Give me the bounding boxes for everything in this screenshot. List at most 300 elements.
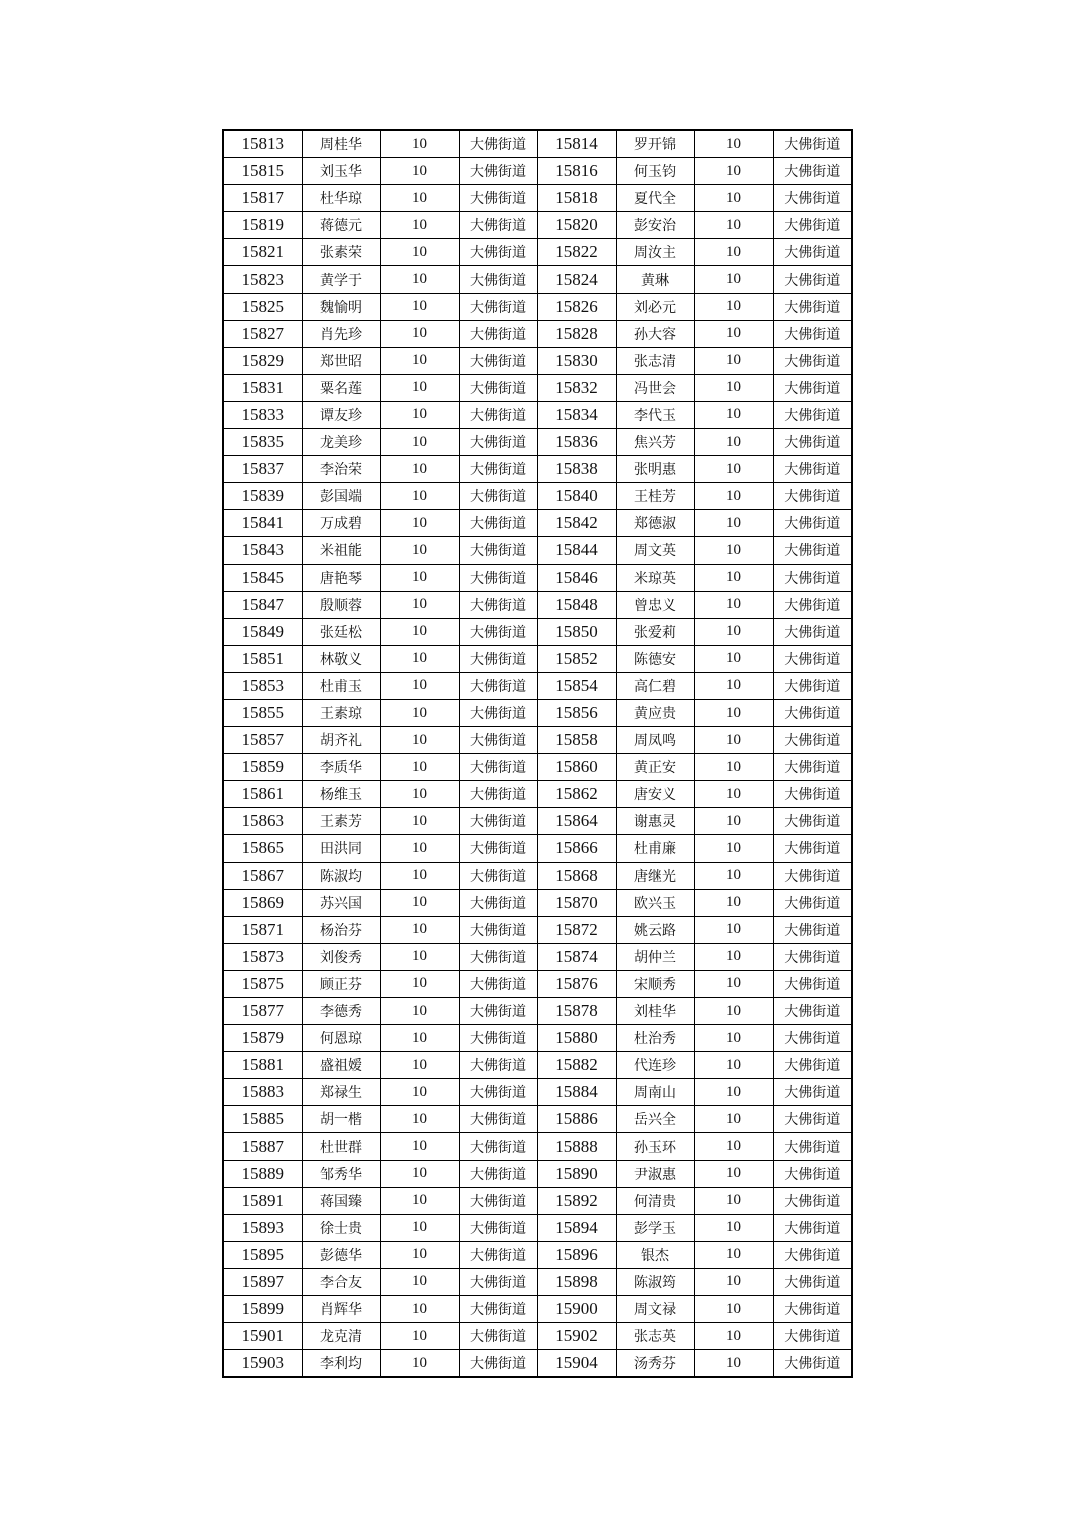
right-record-number-cell: 15816: [537, 158, 616, 185]
table-row: [223, 239, 852, 266]
right-person-name-cell: 孙玉环: [616, 1133, 694, 1160]
right-amount-cell: 10: [694, 943, 773, 970]
left-street-name-cell: 大佛街道: [459, 1052, 537, 1079]
right-person-name-cell: 周汝主: [616, 239, 694, 266]
left-person-name-cell: 张廷松: [302, 618, 380, 645]
table-row: [223, 401, 852, 428]
right-person-name-cell: 银杰: [616, 1241, 694, 1268]
right-record-number-cell: 15846: [537, 564, 616, 591]
right-record-number-cell: 15904: [537, 1350, 616, 1378]
right-person-name-cell: 杜甫廉: [616, 835, 694, 862]
right-person-name-cell: 郑德淑: [616, 510, 694, 537]
left-record-number-cell: 15889: [223, 1160, 302, 1187]
table-row: [223, 808, 852, 835]
roster-table: [222, 129, 853, 1378]
left-amount-cell: 10: [380, 239, 459, 266]
right-amount-cell: 10: [694, 618, 773, 645]
left-amount-cell: 10: [380, 374, 459, 401]
right-record-number-cell: 15818: [537, 185, 616, 212]
table-row: [223, 1268, 852, 1295]
right-street-name-cell: 大佛街道: [773, 293, 852, 320]
left-street-name-cell: 大佛街道: [459, 1133, 537, 1160]
left-street-name-cell: 大佛街道: [459, 401, 537, 428]
right-amount-cell: 10: [694, 754, 773, 781]
left-street-name-cell: 大佛街道: [459, 510, 537, 537]
left-street-name-cell: 大佛街道: [459, 1241, 537, 1268]
right-amount-cell: 10: [694, 672, 773, 699]
left-person-name-cell: 杨维玉: [302, 781, 380, 808]
left-record-number-cell: 15871: [223, 916, 302, 943]
right-amount-cell: 10: [694, 537, 773, 564]
left-person-name-cell: 李德秀: [302, 998, 380, 1025]
left-person-name-cell: 杜华琼: [302, 185, 380, 212]
table-row: [223, 1079, 852, 1106]
right-person-name-cell: 张明惠: [616, 456, 694, 483]
right-amount-cell: 10: [694, 889, 773, 916]
left-street-name-cell: 大佛街道: [459, 429, 537, 456]
right-street-name-cell: 大佛街道: [773, 781, 852, 808]
left-person-name-cell: 殷顺蓉: [302, 591, 380, 618]
table-row: [223, 1241, 852, 1268]
left-person-name-cell: 李质华: [302, 754, 380, 781]
right-person-name-cell: 孙大容: [616, 320, 694, 347]
table-row: [223, 943, 852, 970]
left-record-number-cell: 15891: [223, 1187, 302, 1214]
left-amount-cell: 10: [380, 916, 459, 943]
right-record-number-cell: 15858: [537, 727, 616, 754]
left-record-number-cell: 15885: [223, 1106, 302, 1133]
left-amount-cell: 10: [380, 591, 459, 618]
left-street-name-cell: 大佛街道: [459, 158, 537, 185]
left-street-name-cell: 大佛街道: [459, 483, 537, 510]
table-row: [223, 130, 852, 158]
right-amount-cell: 10: [694, 1241, 773, 1268]
right-street-name-cell: 大佛街道: [773, 1241, 852, 1268]
right-amount-cell: 10: [694, 564, 773, 591]
right-street-name-cell: 大佛街道: [773, 1160, 852, 1187]
left-record-number-cell: 15897: [223, 1268, 302, 1295]
left-person-name-cell: 唐艳琴: [302, 564, 380, 591]
right-person-name-cell: 周凤鸣: [616, 727, 694, 754]
right-person-name-cell: 米琼英: [616, 564, 694, 591]
left-record-number-cell: 15899: [223, 1296, 302, 1323]
right-record-number-cell: 15856: [537, 699, 616, 726]
table-row: [223, 727, 852, 754]
left-amount-cell: 10: [380, 212, 459, 239]
right-person-name-cell: 周文禄: [616, 1296, 694, 1323]
right-amount-cell: 10: [694, 1052, 773, 1079]
table-row: [223, 1187, 852, 1214]
right-person-name-cell: 黄琳: [616, 266, 694, 293]
table-row: [223, 970, 852, 997]
left-person-name-cell: 刘俊秀: [302, 943, 380, 970]
right-street-name-cell: 大佛街道: [773, 266, 852, 293]
right-person-name-cell: 唐安义: [616, 781, 694, 808]
right-amount-cell: 10: [694, 970, 773, 997]
left-person-name-cell: 李合友: [302, 1268, 380, 1295]
left-record-number-cell: 15887: [223, 1133, 302, 1160]
table-row: [223, 1160, 852, 1187]
right-record-number-cell: 15826: [537, 293, 616, 320]
right-street-name-cell: 大佛街道: [773, 618, 852, 645]
left-person-name-cell: 李治荣: [302, 456, 380, 483]
right-record-number-cell: 15870: [537, 889, 616, 916]
right-street-name-cell: 大佛街道: [773, 1025, 852, 1052]
right-record-number-cell: 15822: [537, 239, 616, 266]
right-record-number-cell: 15834: [537, 401, 616, 428]
right-record-number-cell: 15860: [537, 754, 616, 781]
table-row: [223, 537, 852, 564]
right-street-name-cell: 大佛街道: [773, 591, 852, 618]
right-person-name-cell: 夏代全: [616, 185, 694, 212]
left-amount-cell: 10: [380, 618, 459, 645]
right-person-name-cell: 代连珍: [616, 1052, 694, 1079]
right-person-name-cell: 张志清: [616, 347, 694, 374]
right-record-number-cell: 15854: [537, 672, 616, 699]
left-street-name-cell: 大佛街道: [459, 862, 537, 889]
table-row: [223, 293, 852, 320]
right-record-number-cell: 15878: [537, 998, 616, 1025]
table-row: [223, 1296, 852, 1323]
table-row: [223, 374, 852, 401]
table-row: [223, 212, 852, 239]
right-street-name-cell: 大佛街道: [773, 1106, 852, 1133]
left-amount-cell: 10: [380, 1241, 459, 1268]
left-record-number-cell: 15839: [223, 483, 302, 510]
left-record-number-cell: 15835: [223, 429, 302, 456]
left-record-number-cell: 15865: [223, 835, 302, 862]
right-street-name-cell: 大佛街道: [773, 970, 852, 997]
right-amount-cell: 10: [694, 1106, 773, 1133]
right-street-name-cell: 大佛街道: [773, 239, 852, 266]
left-street-name-cell: 大佛街道: [459, 1187, 537, 1214]
table-row: [223, 618, 852, 645]
right-record-number-cell: 15836: [537, 429, 616, 456]
right-amount-cell: 10: [694, 699, 773, 726]
right-street-name-cell: 大佛街道: [773, 130, 852, 158]
left-person-name-cell: 邹秀华: [302, 1160, 380, 1187]
left-record-number-cell: 15903: [223, 1350, 302, 1378]
right-amount-cell: 10: [694, 835, 773, 862]
left-person-name-cell: 谭友珍: [302, 401, 380, 428]
right-street-name-cell: 大佛街道: [773, 537, 852, 564]
left-amount-cell: 10: [380, 1296, 459, 1323]
right-person-name-cell: 刘桂华: [616, 998, 694, 1025]
table-row: [223, 1350, 852, 1378]
right-amount-cell: 10: [694, 862, 773, 889]
left-record-number-cell: 15877: [223, 998, 302, 1025]
right-amount-cell: 10: [694, 483, 773, 510]
table-row: [223, 1214, 852, 1241]
right-street-name-cell: 大佛街道: [773, 862, 852, 889]
right-street-name-cell: 大佛街道: [773, 374, 852, 401]
left-amount-cell: 10: [380, 429, 459, 456]
table-row: [223, 266, 852, 293]
left-amount-cell: 10: [380, 943, 459, 970]
right-street-name-cell: 大佛街道: [773, 1187, 852, 1214]
left-amount-cell: 10: [380, 1052, 459, 1079]
left-record-number-cell: 15831: [223, 374, 302, 401]
right-record-number-cell: 15900: [537, 1296, 616, 1323]
right-amount-cell: 10: [694, 781, 773, 808]
right-person-name-cell: 唐继光: [616, 862, 694, 889]
right-street-name-cell: 大佛街道: [773, 943, 852, 970]
left-person-name-cell: 胡齐礼: [302, 727, 380, 754]
left-amount-cell: 10: [380, 537, 459, 564]
left-record-number-cell: 15813: [223, 130, 302, 158]
left-record-number-cell: 15833: [223, 401, 302, 428]
right-record-number-cell: 15880: [537, 1025, 616, 1052]
right-amount-cell: 10: [694, 374, 773, 401]
table-row: [223, 158, 852, 185]
table-row: [223, 672, 852, 699]
right-record-number-cell: 15830: [537, 347, 616, 374]
table-row: [223, 1106, 852, 1133]
right-record-number-cell: 15884: [537, 1079, 616, 1106]
left-amount-cell: 10: [380, 1350, 459, 1378]
left-amount-cell: 10: [380, 889, 459, 916]
right-record-number-cell: 15850: [537, 618, 616, 645]
table-row: [223, 781, 852, 808]
left-person-name-cell: 肖辉华: [302, 1296, 380, 1323]
right-record-number-cell: 15814: [537, 130, 616, 158]
right-amount-cell: 10: [694, 510, 773, 537]
right-person-name-cell: 岳兴全: [616, 1106, 694, 1133]
left-person-name-cell: 龙美珍: [302, 429, 380, 456]
right-record-number-cell: 15890: [537, 1160, 616, 1187]
right-street-name-cell: 大佛街道: [773, 564, 852, 591]
right-record-number-cell: 15882: [537, 1052, 616, 1079]
right-record-number-cell: 15888: [537, 1133, 616, 1160]
left-street-name-cell: 大佛街道: [459, 374, 537, 401]
right-record-number-cell: 15840: [537, 483, 616, 510]
table-row: [223, 998, 852, 1025]
left-street-name-cell: 大佛街道: [459, 916, 537, 943]
right-street-name-cell: 大佛街道: [773, 510, 852, 537]
right-street-name-cell: 大佛街道: [773, 645, 852, 672]
left-record-number-cell: 15845: [223, 564, 302, 591]
right-person-name-cell: 焦兴芳: [616, 429, 694, 456]
right-street-name-cell: 大佛街道: [773, 727, 852, 754]
left-person-name-cell: 王素芳: [302, 808, 380, 835]
left-record-number-cell: 15875: [223, 970, 302, 997]
left-record-number-cell: 15869: [223, 889, 302, 916]
left-person-name-cell: 蒋国臻: [302, 1187, 380, 1214]
table-row: [223, 916, 852, 943]
left-street-name-cell: 大佛街道: [459, 320, 537, 347]
left-street-name-cell: 大佛街道: [459, 781, 537, 808]
right-record-number-cell: 15824: [537, 266, 616, 293]
left-street-name-cell: 大佛街道: [459, 212, 537, 239]
left-amount-cell: 10: [380, 456, 459, 483]
left-person-name-cell: 龙克清: [302, 1323, 380, 1350]
left-street-name-cell: 大佛街道: [459, 1079, 537, 1106]
left-amount-cell: 10: [380, 1268, 459, 1295]
right-person-name-cell: 曾忠义: [616, 591, 694, 618]
table-row: [223, 645, 852, 672]
left-amount-cell: 10: [380, 754, 459, 781]
right-person-name-cell: 尹淑惠: [616, 1160, 694, 1187]
right-amount-cell: 10: [694, 456, 773, 483]
right-street-name-cell: 大佛街道: [773, 1079, 852, 1106]
left-record-number-cell: 15893: [223, 1214, 302, 1241]
right-person-name-cell: 陈德安: [616, 645, 694, 672]
left-amount-cell: 10: [380, 266, 459, 293]
right-street-name-cell: 大佛街道: [773, 401, 852, 428]
right-street-name-cell: 大佛街道: [773, 185, 852, 212]
left-amount-cell: 10: [380, 158, 459, 185]
left-street-name-cell: 大佛街道: [459, 591, 537, 618]
left-street-name-cell: 大佛街道: [459, 537, 537, 564]
right-street-name-cell: 大佛街道: [773, 429, 852, 456]
table-row: [223, 754, 852, 781]
left-street-name-cell: 大佛街道: [459, 1106, 537, 1133]
right-amount-cell: 10: [694, 1350, 773, 1378]
right-record-number-cell: 15896: [537, 1241, 616, 1268]
right-amount-cell: 10: [694, 130, 773, 158]
left-amount-cell: 10: [380, 483, 459, 510]
right-record-number-cell: 15832: [537, 374, 616, 401]
table-row: [223, 320, 852, 347]
table-row: [223, 347, 852, 374]
left-street-name-cell: 大佛街道: [459, 835, 537, 862]
right-record-number-cell: 15892: [537, 1187, 616, 1214]
left-amount-cell: 10: [380, 401, 459, 428]
left-street-name-cell: 大佛街道: [459, 347, 537, 374]
left-street-name-cell: 大佛街道: [459, 1296, 537, 1323]
left-record-number-cell: 15827: [223, 320, 302, 347]
left-amount-cell: 10: [380, 320, 459, 347]
right-person-name-cell: 王桂芳: [616, 483, 694, 510]
left-street-name-cell: 大佛街道: [459, 456, 537, 483]
right-amount-cell: 10: [694, 1079, 773, 1106]
table-row: [223, 889, 852, 916]
right-record-number-cell: 15844: [537, 537, 616, 564]
right-amount-cell: 10: [694, 320, 773, 347]
right-record-number-cell: 15852: [537, 645, 616, 672]
left-street-name-cell: 大佛街道: [459, 293, 537, 320]
table-row: [223, 1025, 852, 1052]
right-amount-cell: 10: [694, 727, 773, 754]
right-street-name-cell: 大佛街道: [773, 212, 852, 239]
table-row: [223, 429, 852, 456]
left-street-name-cell: 大佛街道: [459, 943, 537, 970]
left-record-number-cell: 15847: [223, 591, 302, 618]
left-record-number-cell: 15829: [223, 347, 302, 374]
left-amount-cell: 10: [380, 808, 459, 835]
right-record-number-cell: 15820: [537, 212, 616, 239]
left-person-name-cell: 郑世昭: [302, 347, 380, 374]
right-amount-cell: 10: [694, 916, 773, 943]
right-street-name-cell: 大佛街道: [773, 916, 852, 943]
right-person-name-cell: 何玉钧: [616, 158, 694, 185]
right-record-number-cell: 15838: [537, 456, 616, 483]
left-street-name-cell: 大佛街道: [459, 727, 537, 754]
right-street-name-cell: 大佛街道: [773, 672, 852, 699]
right-amount-cell: 10: [694, 347, 773, 374]
left-record-number-cell: 15837: [223, 456, 302, 483]
left-street-name-cell: 大佛街道: [459, 1268, 537, 1295]
right-street-name-cell: 大佛街道: [773, 1052, 852, 1079]
left-person-name-cell: 肖先珍: [302, 320, 380, 347]
left-record-number-cell: 15857: [223, 727, 302, 754]
right-amount-cell: 10: [694, 998, 773, 1025]
left-amount-cell: 10: [380, 727, 459, 754]
right-person-name-cell: 姚云路: [616, 916, 694, 943]
left-record-number-cell: 15879: [223, 1025, 302, 1052]
right-record-number-cell: 15848: [537, 591, 616, 618]
left-street-name-cell: 大佛街道: [459, 1350, 537, 1378]
right-amount-cell: 10: [694, 401, 773, 428]
right-record-number-cell: 15864: [537, 808, 616, 835]
left-amount-cell: 10: [380, 1025, 459, 1052]
left-street-name-cell: 大佛街道: [459, 645, 537, 672]
left-person-name-cell: 何恩琼: [302, 1025, 380, 1052]
table-row: [223, 699, 852, 726]
left-street-name-cell: 大佛街道: [459, 754, 537, 781]
left-person-name-cell: 李利均: [302, 1350, 380, 1378]
left-person-name-cell: 胡一楷: [302, 1106, 380, 1133]
right-record-number-cell: 15894: [537, 1214, 616, 1241]
right-record-number-cell: 15898: [537, 1268, 616, 1295]
right-record-number-cell: 15872: [537, 916, 616, 943]
right-amount-cell: 10: [694, 808, 773, 835]
left-street-name-cell: 大佛街道: [459, 889, 537, 916]
right-amount-cell: 10: [694, 266, 773, 293]
left-person-name-cell: 田洪同: [302, 835, 380, 862]
left-amount-cell: 10: [380, 293, 459, 320]
right-street-name-cell: 大佛街道: [773, 1268, 852, 1295]
right-street-name-cell: 大佛街道: [773, 347, 852, 374]
right-person-name-cell: 胡仲兰: [616, 943, 694, 970]
left-amount-cell: 10: [380, 1323, 459, 1350]
left-street-name-cell: 大佛街道: [459, 699, 537, 726]
left-person-name-cell: 周桂华: [302, 130, 380, 158]
left-amount-cell: 10: [380, 1106, 459, 1133]
right-person-name-cell: 罗开锦: [616, 130, 694, 158]
right-amount-cell: 10: [694, 239, 773, 266]
right-street-name-cell: 大佛街道: [773, 1323, 852, 1350]
right-person-name-cell: 冯世会: [616, 374, 694, 401]
right-amount-cell: 10: [694, 293, 773, 320]
left-person-name-cell: 王素琼: [302, 699, 380, 726]
left-street-name-cell: 大佛街道: [459, 1025, 537, 1052]
left-person-name-cell: 魏愉明: [302, 293, 380, 320]
left-street-name-cell: 大佛街道: [459, 672, 537, 699]
left-street-name-cell: 大佛街道: [459, 618, 537, 645]
right-amount-cell: 10: [694, 1025, 773, 1052]
right-street-name-cell: 大佛街道: [773, 889, 852, 916]
right-person-name-cell: 杜治秀: [616, 1025, 694, 1052]
left-person-name-cell: 杜甫玉: [302, 672, 380, 699]
left-record-number-cell: 15855: [223, 699, 302, 726]
left-record-number-cell: 15815: [223, 158, 302, 185]
right-amount-cell: 10: [694, 158, 773, 185]
right-person-name-cell: 彭学玉: [616, 1214, 694, 1241]
right-record-number-cell: 15862: [537, 781, 616, 808]
right-amount-cell: 10: [694, 1323, 773, 1350]
left-person-name-cell: 刘玉华: [302, 158, 380, 185]
right-street-name-cell: 大佛街道: [773, 1214, 852, 1241]
right-amount-cell: 10: [694, 1214, 773, 1241]
right-street-name-cell: 大佛街道: [773, 998, 852, 1025]
left-street-name-cell: 大佛街道: [459, 185, 537, 212]
roster-table-body: [223, 130, 852, 1377]
right-amount-cell: 10: [694, 185, 773, 212]
left-person-name-cell: 万成碧: [302, 510, 380, 537]
right-person-name-cell: 张志英: [616, 1323, 694, 1350]
right-record-number-cell: 15876: [537, 970, 616, 997]
